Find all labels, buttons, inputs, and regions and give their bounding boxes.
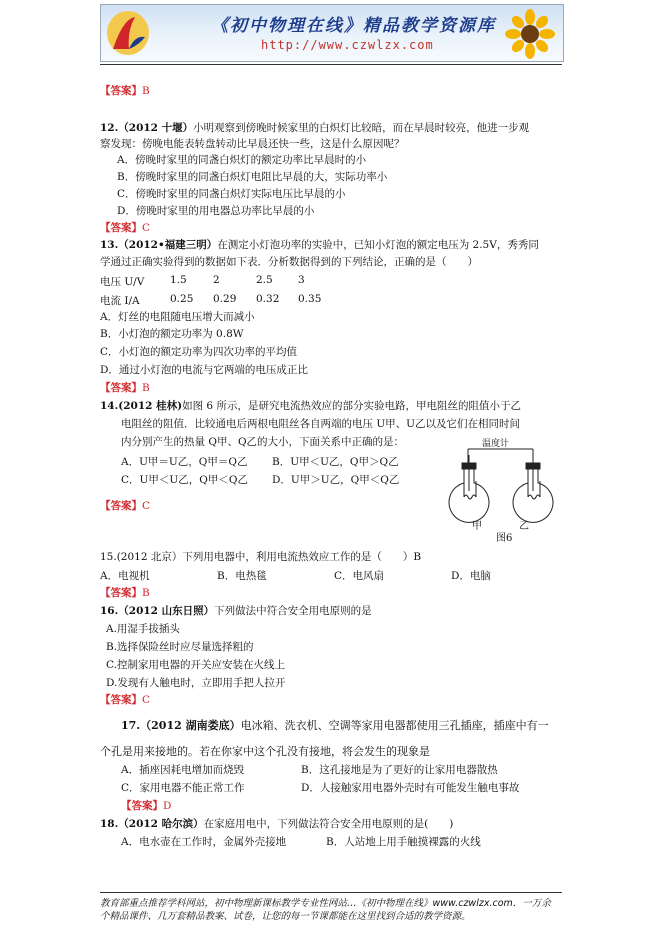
- q12-stem-cont: 察发现：傍晚电能表转盘转动比早晨还快一些，这是什么原因呢？: [100, 138, 405, 150]
- q18-option-a: A．电水壶在工作时，金属外壳接地: [121, 836, 287, 848]
- q13-option-a: A．灯丝的电阻随电压增大而减小: [100, 311, 255, 323]
- q18-option-b: B．人站地上用手触摸裸露的火线: [326, 836, 481, 848]
- q15-option-c: C．电风扇: [334, 570, 385, 582]
- q14-option-b: B．U甲＜U乙，Q甲＞Q乙: [272, 456, 399, 468]
- q16-option-a: A.用湿手拔插头: [106, 623, 180, 635]
- table-cell: 电流 I/A: [100, 295, 140, 307]
- table-cell: 2.5: [256, 274, 273, 286]
- q16-option-d: D.发现有人触电时，立即用手把人拉开: [106, 677, 286, 689]
- figure-label-thermometer: 温度计: [482, 439, 510, 449]
- q14-option-d: D．U甲＞U乙，Q甲＜Q乙: [272, 474, 400, 486]
- q16-option-b: B.选择保险丝时应尽量选择粗的: [106, 641, 254, 653]
- q14-stem-cont2: 内分别产生的热量 Q甲、Q乙的大小，下面关系中正确的是：: [121, 436, 405, 448]
- table-cell: 1.5: [170, 274, 187, 286]
- table-cell: 0.29: [213, 293, 237, 305]
- q17-option-c: C．家用电器不能正常工作: [121, 782, 245, 794]
- q12-option-d: D．傍晚时家里的用电器总功率比早晨的小: [117, 205, 315, 217]
- banner-url[interactable]: http://www.czwlzx.com: [261, 38, 434, 52]
- q14-option-a: A．U甲＝U乙，Q甲＝Q乙: [121, 456, 248, 468]
- q14-stem-cont: 电阻丝的阻值．比较通电后两根电阻丝各自两端的电压 U甲、U乙以及它们在相同时间: [121, 418, 521, 430]
- figure-label-jia: 甲: [472, 521, 482, 532]
- q18-stem: 18.（2012 哈尔滨）在家庭用电中，下列做法符合安全用电原则的是( ): [100, 818, 454, 830]
- footer-rule: [100, 892, 562, 893]
- q12-option-a: A．傍晚时家里的同盏白炽灯的额定功率比早晨时的小: [117, 154, 367, 166]
- figure-label-yi: 乙: [519, 521, 529, 532]
- table-cell: 电压 U/V: [100, 276, 145, 288]
- footer-line-1: 教育部重点推荐学科网站，初中物理新课标教学专业性网站…《初中物理在线》www.czwlzx.com．一万余: [100, 898, 551, 909]
- banner-title: 《初中物理在线》精品教学资源库: [211, 16, 496, 36]
- q17-option-d: D．人接触家用电器外壳时有可能发生触电事故: [301, 782, 520, 794]
- q12-stem: 12.（2012 十堰）小明观察到傍晚时候家里的白炽灯比较暗，而在早晨时较亮，他进一步观: [100, 122, 530, 134]
- figure-caption: 图6: [496, 533, 513, 544]
- q15-stem: 15.(2012 北京）下列用电器中，利用电流热效应工作的是（ ）B: [100, 551, 422, 563]
- q16-stem: 16.（2012 山东日照）下列做法中符合安全用电原则的是: [100, 605, 372, 617]
- q17-option-a: A．插座因耗电增加而烧毁: [121, 764, 245, 776]
- q13-stem: 13.（2012•福建三明）在测定小灯泡功率的实验中，已知小灯泡的额定电压为 2.5V，秀秀同: [100, 239, 539, 251]
- site-logo-icon: [105, 9, 151, 57]
- table-cell: 2: [213, 274, 220, 286]
- q13-stem-cont: 学通过正确实验得到的数据如下表．分析数据得到的下列结论，正确的是（ ）: [100, 256, 478, 268]
- q13-option-d: D．通过小灯泡的电流与它两端的电压成正比: [100, 364, 308, 376]
- q14-option-c: C．U甲＜U乙，Q甲＜Q乙: [121, 474, 248, 486]
- header-rule: [100, 64, 562, 65]
- q13-option-c: C．小灯泡的额定功率为四次功率的平均值: [100, 346, 298, 358]
- q15-option-a: A．电视机: [100, 570, 150, 582]
- q13-answer: 【答案】B: [100, 382, 150, 394]
- q13-option-b: B．小灯泡的额定功率为 0.8W: [100, 328, 244, 340]
- q15-option-d: D．电脑: [451, 570, 491, 582]
- q17-answer: 【答案】D: [121, 800, 172, 812]
- q12-answer: 【答案】C: [100, 222, 151, 234]
- q12-option-c: C．傍晚时家里的同盏白炽灯实际电压比早晨的小: [117, 188, 346, 200]
- q15-answer: 【答案】B: [100, 587, 150, 599]
- q17-stem-cont: 个孔是用来接地的。若在你家中这个孔没有接地，将会发生的现象是: [100, 745, 430, 758]
- q11-answer: 【答案】B: [100, 85, 150, 97]
- table-cell: 3: [298, 274, 305, 286]
- table-cell: 0.35: [298, 293, 322, 305]
- header-banner: [100, 4, 564, 62]
- q16-answer: 【答案】C: [100, 694, 151, 706]
- table-cell: 0.32: [256, 293, 280, 305]
- page-footer: [100, 897, 570, 923]
- q17-option-b: B．这孔接地是为了更好的让家用电器散热: [301, 764, 498, 776]
- q16-option-c: C.控制家用电器的开关应安装在火线上: [106, 659, 285, 671]
- q17-stem: 17.（2012 湖南娄底）电冰箱、洗衣机、空调等家用电器都使用三孔插座，插座中有一: [121, 719, 549, 732]
- figure-6: [438, 435, 564, 547]
- q15-option-b: B．电热毯: [217, 570, 267, 582]
- q14-answer: 【答案】C: [100, 500, 151, 512]
- q12-option-b: B．傍晚时家里的同盏白炽灯电阻比早晨的大，实际功率小: [117, 171, 388, 183]
- footer-line-2: 个精品课件、几万套精品教案、试卷，让您的每一节课都能在这里找到合适的教学资源。: [100, 911, 471, 922]
- sunflower-icon: [501, 9, 559, 59]
- table-cell: 0.25: [170, 293, 194, 305]
- q14-stem: 14.(2012 桂林)如图 6 所示，是研究电流热效应的部分实验电路，甲电阻丝的阻值小于乙: [100, 400, 521, 412]
